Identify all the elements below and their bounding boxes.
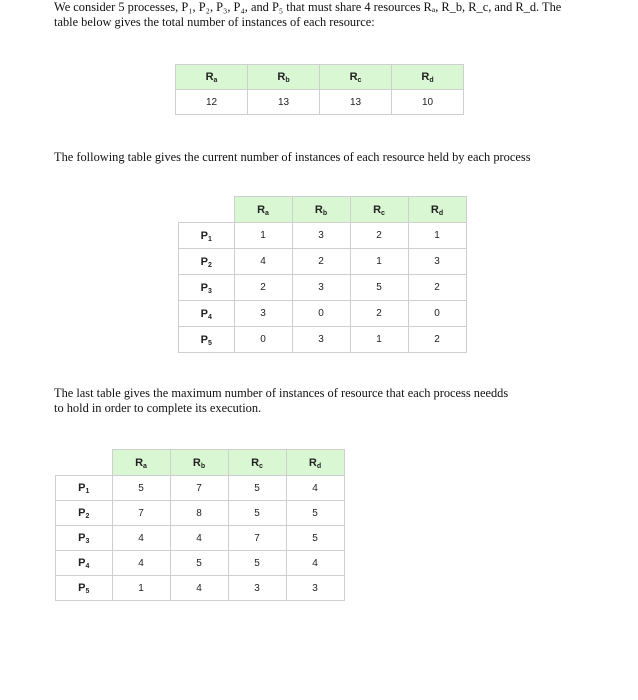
cell: 4: [286, 551, 344, 576]
cell: 5: [228, 476, 286, 501]
process-label: $P_1$: [56, 476, 113, 501]
allocation-table: [178, 196, 467, 353]
cell: 3: [292, 275, 350, 301]
cell: 8: [170, 501, 228, 526]
table-row: [179, 275, 467, 301]
max-intro-line-2: to hold in order to complete its execution.: [54, 401, 262, 415]
table-row: [56, 476, 345, 501]
process-label: $P_2$: [179, 249, 235, 275]
total-rb-cell: 13: [248, 90, 320, 115]
intro-line-1: We consider 5 processes, P₁, P₂, P₃, P₄, and P₅ that must share 4 resources Rₐ, R_b, R_c, and R_d. The: [54, 0, 562, 14]
process-label: $P_5$: [179, 327, 235, 353]
cell: 5: [228, 551, 286, 576]
cell: 7: [170, 476, 228, 501]
cell: 4: [286, 476, 344, 501]
header-ra: $R_a$: [112, 450, 170, 476]
cell: 2: [292, 249, 350, 275]
cell: 3: [408, 249, 466, 275]
table-row: [179, 327, 467, 353]
cell: 5: [286, 526, 344, 551]
corner-blank: [179, 197, 235, 223]
cell: 5: [170, 551, 228, 576]
total-ra-cell: 12: [176, 90, 248, 115]
max-intro-paragraph: [54, 386, 594, 416]
cell: 1: [350, 327, 408, 353]
table-row: [179, 301, 467, 327]
total-resources-table: [175, 64, 464, 115]
cell: 4: [170, 576, 228, 601]
header-rd: $R_d$: [392, 65, 464, 90]
table-row: [56, 576, 345, 601]
max-table: [55, 449, 345, 601]
cell: 3: [292, 223, 350, 249]
table-row: [56, 526, 345, 551]
cell: 0: [408, 301, 466, 327]
cell: 1: [408, 223, 466, 249]
cell: 5: [286, 501, 344, 526]
process-label: $P_3$: [56, 526, 113, 551]
cell: 3: [292, 327, 350, 353]
header-rd: $R_d$: [286, 450, 344, 476]
cell: 2: [350, 301, 408, 327]
header-rb: $R_b$: [248, 65, 320, 90]
cell: 0: [292, 301, 350, 327]
allocation-intro: The following table gives the current number of instances of each resource held by each process: [54, 150, 531, 164]
cell: 4: [170, 526, 228, 551]
cell: 2: [408, 275, 466, 301]
process-label: $P_3$: [179, 275, 235, 301]
cell: 1: [350, 249, 408, 275]
table-row: [179, 223, 467, 249]
cell: 2: [350, 223, 408, 249]
cell: 5: [350, 275, 408, 301]
header-rc: $R_c$: [228, 450, 286, 476]
total-rd-cell: 10: [392, 90, 464, 115]
table-row: [179, 249, 467, 275]
cell: 5: [112, 476, 170, 501]
header-rc: $R_c$: [350, 197, 408, 223]
table-row: [56, 501, 345, 526]
cell: 7: [228, 526, 286, 551]
cell: 3: [286, 576, 344, 601]
header-rb: $R_b$: [292, 197, 350, 223]
header-ra: $R_a$: [234, 197, 292, 223]
header-ra: $R_a$: [176, 65, 248, 90]
process-label: $P_2$: [56, 501, 113, 526]
process-label: $P_1$: [179, 223, 235, 249]
intro-line-2: table below gives the total number of instances of each resource:: [54, 15, 375, 29]
cell: 1: [112, 576, 170, 601]
cell: 4: [112, 526, 170, 551]
max-intro-line-1: The last table gives the maximum number of instances of resource that each process needds: [54, 386, 509, 400]
corner-blank: [56, 450, 113, 476]
cell: 4: [112, 551, 170, 576]
cell: 3: [228, 576, 286, 601]
process-label: $P_5$: [56, 576, 113, 601]
table-row: [56, 551, 345, 576]
cell: 4: [234, 249, 292, 275]
cell: 2: [234, 275, 292, 301]
cell: 3: [234, 301, 292, 327]
cell: 0: [234, 327, 292, 353]
header-rc: $R_c$: [320, 65, 392, 90]
process-label: $P_4$: [179, 301, 235, 327]
cell: 5: [228, 501, 286, 526]
cell: 7: [112, 501, 170, 526]
intro-paragraph: [54, 0, 594, 30]
cell: 1: [234, 223, 292, 249]
total-rc-cell: 13: [320, 90, 392, 115]
process-label: $P_4$: [56, 551, 113, 576]
cell: 2: [408, 327, 466, 353]
header-rd: $R_d$: [408, 197, 466, 223]
header-rb: $R_b$: [170, 450, 228, 476]
